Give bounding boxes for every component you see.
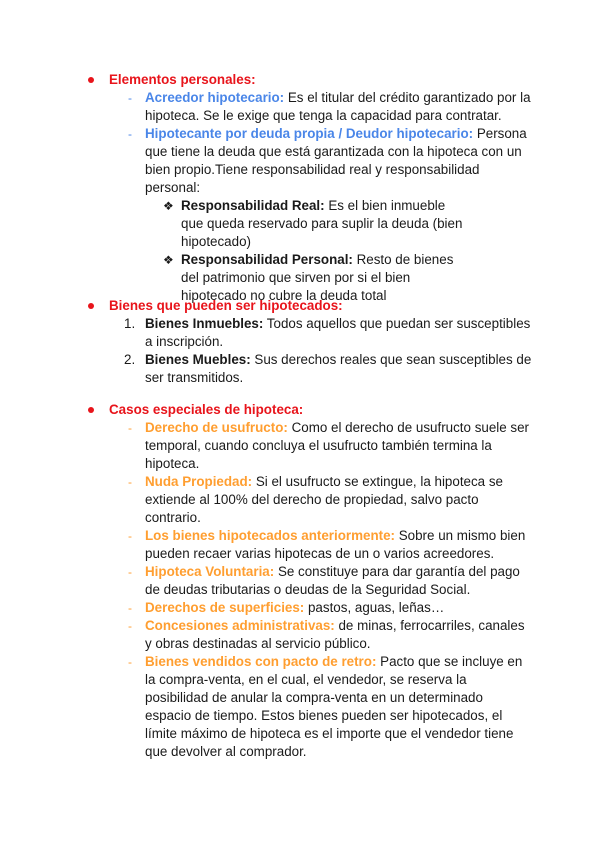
list-item (0, 351, 600, 387)
list-item (0, 599, 600, 617)
item-text: Se constituye para dar garantía del pago de deudas tributarias o deudas de la Seguridad Social. (145, 564, 520, 597)
dash-icon: - (128, 619, 132, 633)
dash-icon: - (128, 91, 132, 105)
section-heading: Bienes que pueden ser hipotecados: (0, 297, 600, 315)
dash-icon: - (128, 601, 132, 615)
list-item (0, 419, 600, 473)
item-text: Si el usufructo se extingue, la hipoteca se extiende al 100% del derecho de propiedad, salvo pacto contrario. (145, 474, 503, 525)
dash-icon: - (128, 565, 132, 579)
list-item (0, 125, 600, 305)
item-text: Es el titular del crédito garantizado por la hipoteca. Se le exige que tenga la capacidad para contratar. (145, 90, 531, 123)
item-term: Bienes vendidos con pacto de retro: (145, 654, 377, 669)
bullet-icon (88, 407, 94, 413)
bullet-icon (88, 77, 94, 83)
item-term: Hipoteca Voluntaria: (145, 564, 275, 579)
dash-icon: - (128, 655, 132, 669)
item-text: Sus derechos reales que sean susceptibles de ser transmitidos. (145, 352, 532, 385)
subitem-text: Resto de bienes del patrimonio que sirven por si el bien hipotecado no cubre la deuda total (181, 252, 454, 303)
item-text: pastos, aguas, leñas… (304, 600, 445, 615)
item-term: Concesiones administrativas: (145, 618, 335, 633)
list-item (0, 563, 600, 599)
item-text: Persona que tiene la deuda que está garantizada con la hipoteca con un bien propio.Tiene responsabilidad real y responsabilidad personal: (145, 126, 527, 195)
list-item (0, 315, 600, 351)
diamond-bullet-icon: ❖ (163, 199, 174, 213)
item-term: Hipotecante por deuda propia / Deudor hipotecario: (145, 126, 474, 141)
sub-list-item (0, 197, 532, 251)
item-term: Los bienes hipotecados anteriormente: (145, 528, 396, 543)
list-number: 2. (124, 352, 136, 367)
item-text: Todos aquellos que puedan ser susceptibles a inscripción. (145, 316, 531, 349)
item-term: Bienes Muebles: (145, 352, 251, 367)
item-term: Nuda Propiedad: (145, 474, 253, 489)
item-term: Acreedor hipotecario: (145, 90, 285, 105)
item-term: Derecho de usufructo: (145, 420, 288, 435)
item-term: Bienes Inmuebles: (145, 316, 264, 331)
section-heading: Elementos personales: (0, 71, 600, 89)
list-item (0, 653, 600, 761)
item-text: Como el derecho de usufructo suele ser temporal, cuando concluya el usufructo también termina la hipoteca. (145, 420, 530, 471)
list-item (0, 617, 600, 653)
dash-icon: - (128, 127, 132, 141)
section-elementos-personales (0, 71, 600, 305)
item-text: Pacto que se incluye en la compra-venta, en el cual, el vendedor, se reserva la posibilidad de anular la compra-venta en un determinado espacio de tiempo. Estos bienes pueden ser hipotecados, el límite máximo de hipoteca es el importe que el vendedor tiene que devolver al comprador. (145, 654, 523, 759)
section-heading: Casos especiales de hipoteca: (0, 401, 600, 419)
list-item (0, 527, 600, 563)
dash-icon: - (128, 475, 132, 489)
list-number: 1. (124, 316, 136, 331)
section-casos-especiales (0, 401, 600, 761)
subitem-term: Responsabilidad Real: (181, 198, 325, 213)
subitem-term: Responsabilidad Personal: (181, 252, 353, 267)
item-term: Derechos de superficies: (145, 600, 305, 615)
item-text: de minas, ferrocarriles, canales y obras destinadas al servicio público. (145, 618, 525, 651)
dash-icon: - (128, 529, 132, 543)
bullet-icon (88, 303, 94, 309)
list-item (0, 89, 600, 125)
item-text: Sobre un mismo bien pueden recaer varias hipotecas de un o varios acreedores. (145, 528, 526, 561)
subitem-text: Es el bien inmueble que queda reservado para suplir la deuda (bien hipotecado) (181, 198, 463, 249)
list-item (0, 473, 600, 527)
section-bienes-hipotecados (0, 297, 600, 387)
dash-icon: - (128, 421, 132, 435)
diamond-bullet-icon: ❖ (163, 253, 174, 267)
